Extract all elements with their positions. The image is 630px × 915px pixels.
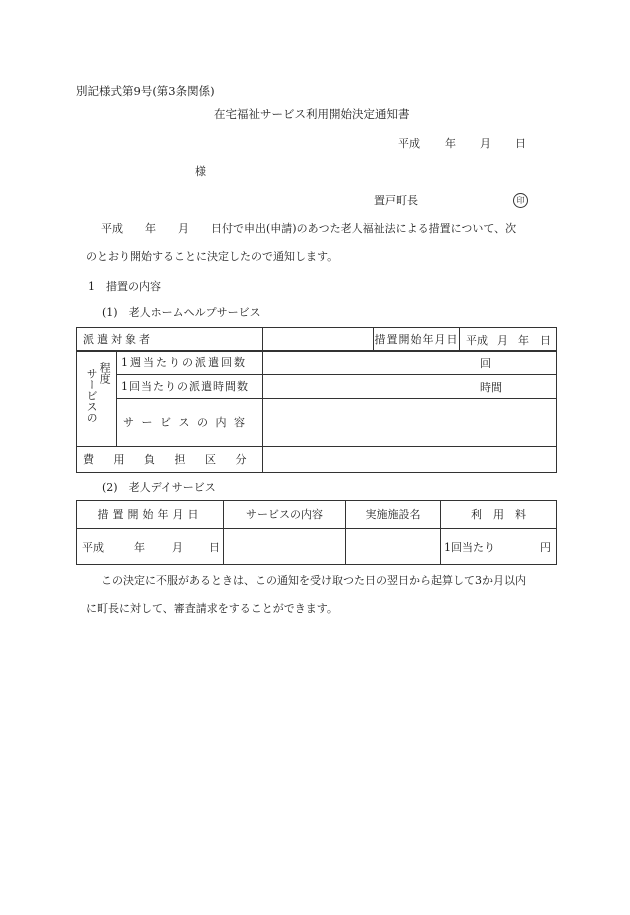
cost-burden-label: 費 用 負 担 区 分 <box>77 447 263 473</box>
service-content-value <box>263 399 557 447</box>
weekly-visits-label: 1週当たりの派遣回数 <box>117 351 263 375</box>
intro-line-1: 平成 年 月 日付で申出(申請)のあつた老人福祉法による措置について、次 <box>101 222 517 235</box>
header-facility-name: 実施施設名 <box>346 501 441 529</box>
issuer-name: 置戸町長 <box>374 194 418 207</box>
facility-name-cell <box>346 529 441 565</box>
start-date-cell: 平成 年 月 日 <box>77 529 224 565</box>
subsection-2-heading: (2) 老人デイサービス <box>102 481 216 494</box>
document-title: 在宅福祉サービス利用開始決定通知書 <box>214 107 410 121</box>
cost-burden-value <box>263 447 557 473</box>
seal-mark: 印 <box>513 193 528 208</box>
usage-fee-cell: 1回当たり 円 <box>441 529 557 565</box>
date-year: 年 <box>445 137 456 150</box>
section-1-heading: 1 措置の内容 <box>88 280 161 293</box>
service-degree-label: サービスの 程度 <box>77 351 117 447</box>
date-era: 平成 <box>398 137 420 150</box>
recipient-suffix: 様 <box>195 165 206 178</box>
service-content-label: サ ー ビ ス の 内 容 <box>117 399 263 447</box>
start-month: 月 <box>497 334 508 347</box>
subsection-1-heading: (1) 老人ホームヘルプサービス <box>102 306 261 319</box>
target-person-label: 派遣対象者 <box>77 328 263 352</box>
table-row <box>77 328 557 352</box>
service-degree-table <box>76 350 557 473</box>
date-month: 月 <box>480 137 491 150</box>
table-row <box>77 399 557 447</box>
day-service-table <box>76 500 557 565</box>
table-row <box>77 351 557 375</box>
table-row <box>77 529 557 565</box>
header-usage-fee: 利 用 料 <box>441 501 557 529</box>
table-row <box>77 447 557 473</box>
weekly-visits-value: 回 <box>263 351 557 375</box>
hours-per-visit-value: 時間 <box>263 375 557 399</box>
header-start-date: 措置開始年月日 <box>77 501 224 529</box>
hours-per-visit-label: 1回当たりの派遣時間数 <box>117 375 263 399</box>
intro-line-2: のとおり開始することに決定したので通知します。 <box>86 250 339 263</box>
table-row <box>77 375 557 399</box>
header-service-content: サービスの内容 <box>224 501 346 529</box>
closing-line-1: この決定に不服があるときは、この通知を受け取つた日の翌日から起算して3か月以内 <box>101 574 526 587</box>
start-day: 日 <box>540 334 551 347</box>
target-person-value <box>263 328 374 352</box>
form-number: 別記様式第9号(第3条関係) <box>76 84 215 98</box>
home-help-table <box>76 327 557 352</box>
closing-line-2: に町長に対して、審査請求をすることができます。 <box>86 602 338 615</box>
date-day: 日 <box>515 137 526 150</box>
start-date-label: 措置開始年月日 <box>374 328 460 352</box>
service-content-cell <box>224 529 346 565</box>
table-row <box>77 501 557 529</box>
start-date-value: 平成 年 <box>460 328 557 352</box>
